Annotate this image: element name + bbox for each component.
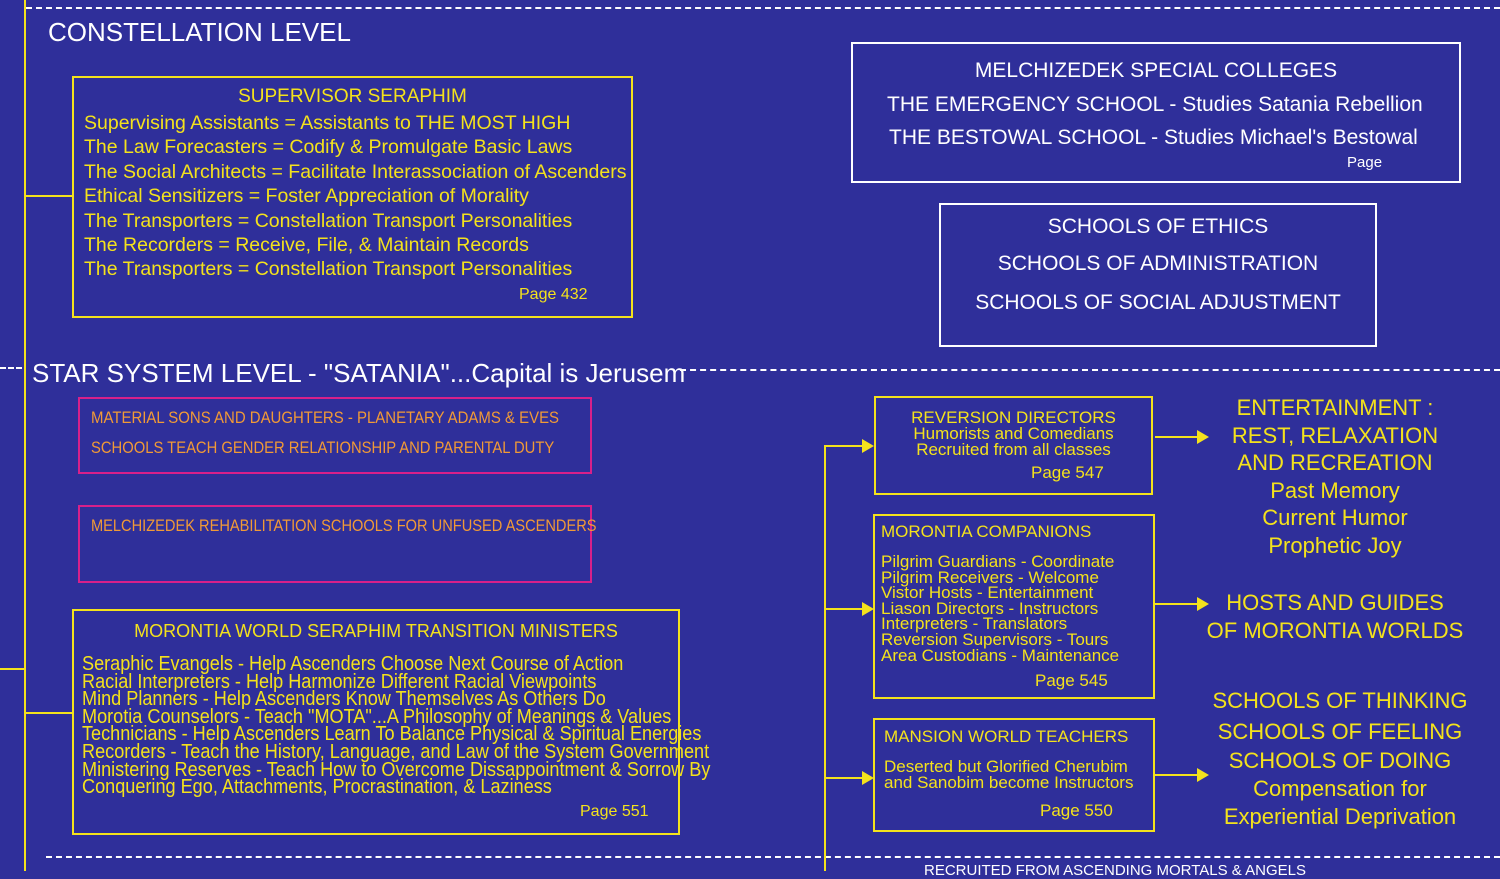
recruited-cut-text: RECRUITED FROM ASCENDING MORTALS & ANGELS	[924, 862, 1307, 879]
right-branch-trunk	[824, 445, 826, 871]
supervisor-line: The Law Forecasters = Codify & Promulgate Basic Laws	[84, 136, 573, 159]
hosts-line: OF MORONTIA WORLDS	[1206, 617, 1464, 643]
supervisor-line: The Recorders = Receive, File, & Maintain Records	[84, 234, 529, 257]
middle-dashed-divider-right	[680, 369, 1500, 371]
morontia-seraphim-list	[82, 653, 711, 799]
supervisor-page-ref: Page 432	[519, 286, 588, 303]
companions-line: Vistor Hosts - Entertainment	[881, 583, 1094, 603]
companions-line: Area Custodians - Maintenance	[881, 645, 1120, 665]
entertainment-line: Current Humor	[1262, 505, 1408, 530]
morontia-seraphim-line: Recorders - Teach the History, Language, and Law of the System Government	[82, 740, 710, 763]
morontia-seraphim-line: Seraphic Evangels - Help Ascenders Choose Next Course of Action	[82, 653, 624, 675]
thinking-line: SCHOOLS OF FEELING	[1217, 718, 1463, 744]
arrow-to-companions	[826, 608, 872, 610]
morontia-seraphim-line: Technicians - Help Ascenders Learn To Balance Physical & Spiritual Energies	[82, 723, 702, 746]
melchizedek-colleges-box	[851, 42, 1461, 183]
colleges-title: MELCHIZEDEK SPECIAL COLLEGES	[974, 59, 1338, 82]
supervisor-line: Ethical Sensitizers = Foster Appreciation of Morality	[84, 185, 529, 208]
mansion-line: Deserted but Glorified Cherubim	[884, 757, 1128, 776]
companions-line: Pilgrim Guardians - Coordinate	[881, 552, 1115, 571]
entertainment-line: ENTERTAINMENT :	[1236, 395, 1434, 420]
left-edge-connector	[0, 668, 24, 670]
morontia-seraphim-line: Conquering Ego, Attachments, Procrastination, & Laziness	[82, 776, 552, 799]
thinking-line: Compensation for	[1253, 776, 1427, 801]
morontia-companions-box	[873, 514, 1155, 699]
entertainment-line: REST, RELAXATION	[1231, 422, 1439, 448]
colleges-line: THE BESTOWAL SCHOOL - Studies Michael's Bestowal	[889, 126, 1418, 149]
morontia-seraphim-box	[72, 609, 711, 835]
entertainment-line: Prophetic Joy	[1268, 532, 1402, 558]
entertainment-line: Past Memory	[1270, 477, 1400, 503]
companions-list	[881, 554, 1119, 663]
mansion-teachers-box	[873, 718, 1155, 832]
entertainment-group	[1200, 394, 1470, 559]
companions-title: MORONTIA COMPANIONS	[881, 522, 1092, 541]
supervisor-line: The Transporters = Constellation Transport Personalities	[84, 258, 573, 281]
companions-page-ref: Page 545	[1035, 671, 1108, 690]
schools-line: SCHOOLS OF ETHICS	[1047, 215, 1269, 238]
mansion-list	[884, 759, 1133, 791]
morontia-seraphim-line: Morotia Counselors - Teach "MOTA"...A Philosophy of Meanings & Values	[82, 705, 672, 728]
reversion-directors-box	[874, 396, 1153, 495]
arrow-to-reversion	[826, 445, 872, 447]
supervisor-seraphim-list	[84, 111, 626, 282]
morontia-seraphim-line: Racial Interpreters - Help Harmonize Different Racial Viewpoints	[82, 670, 597, 693]
supervisor-line: Supervising Assistants = Assistants to THE MOST HIGH	[84, 112, 571, 134]
thinking-line: Experiential Deprivation	[1223, 804, 1457, 829]
supervisor-line: The Social Architects = Facilitate Interassociation of Ascenders	[84, 160, 627, 183]
entertainment-line: AND RECREATION	[1237, 450, 1433, 475]
companions-line: Reversion Supervisors - Tours	[881, 629, 1109, 649]
thinking-group	[1200, 686, 1480, 831]
mansion-title: MANSION WORLD TEACHERS	[884, 727, 1129, 746]
reversion-list	[876, 410, 1151, 458]
colleges-line: THE EMERGENCY SCHOOL - Studies Satania Rebellion	[887, 93, 1423, 116]
companions-line: Interpreters - Translators	[881, 614, 1068, 634]
reversion-line: Humorists and Comedians	[913, 424, 1114, 443]
rehabilitation-box	[78, 505, 597, 583]
star-system-heading: STAR SYSTEM LEVEL - "SATANIA"...Capital is Jerusem	[32, 358, 686, 388]
schools-line: SCHOOLS OF SOCIAL ADJUSTMENT	[975, 291, 1341, 314]
bottom-dashed-divider	[46, 856, 1500, 858]
middle-dashed-divider-left	[0, 367, 22, 369]
morontia-seraphim-connector	[24, 712, 72, 714]
morontia-seraphim-line: Ministering Reserves - Teach How to Overcome Dissappointment & Sorrow By	[82, 758, 711, 781]
mansion-line: and Sanobim become Instructors	[884, 773, 1134, 792]
schools-line: SCHOOLS OF ADMINISTRATION	[997, 252, 1319, 275]
schools-ethics-box	[939, 203, 1377, 347]
reversion-page-ref: Page 547	[1031, 463, 1104, 482]
supervisor-line: The Transporters = Constellation Transport Personalities	[84, 209, 573, 232]
morontia-seraphim-page-ref: Page 551	[580, 803, 649, 820]
arrow-to-mansion	[826, 777, 872, 779]
reversion-line: Recruited from all classes	[916, 440, 1111, 459]
reversion-title: REVERSION DIRECTORS	[911, 408, 1116, 427]
morontia-seraphim-title: MORONTIA WORLD SERAPHIM TRANSITION MINISTERS	[134, 621, 618, 641]
hosts-group	[1200, 589, 1470, 644]
thinking-line: SCHOOLS OF THINKING	[1212, 688, 1468, 713]
left-trunk-line	[24, 0, 26, 871]
mansion-page-ref: Page 550	[1040, 801, 1113, 820]
material-sons-line: SCHOOLS TEACH GENDER RELATIONSHIP AND PARENTAL DUTY	[91, 438, 555, 457]
thinking-line: SCHOOLS OF DOING	[1228, 748, 1452, 773]
constellation-heading: CONSTELLATION LEVEL	[48, 17, 351, 47]
companions-line: Liason Directors - Instructors	[881, 598, 1099, 618]
supervisor-seraphim-title: SUPERVISOR SERAPHIM	[238, 86, 467, 107]
supervisor-seraphim-box	[72, 76, 633, 318]
supervisor-connector	[24, 195, 72, 197]
morontia-seraphim-line: Mind Planners - Help Ascenders Know Themselves As Others Do	[82, 688, 606, 711]
companions-line: Pilgrim Receivers - Welcome	[881, 567, 1099, 587]
colleges-page-ref: Page	[1347, 154, 1383, 171]
material-sons-line: MATERIAL SONS AND DAUGHTERS - PLANETARY ADAMS & EVES	[91, 408, 560, 427]
rehabilitation-line: MELCHIZEDEK REHABILITATION SCHOOLS FOR UNFUSED ASCENDERS	[91, 516, 597, 535]
top-dashed-divider	[26, 7, 1500, 9]
material-sons-box	[78, 397, 592, 474]
hosts-line: HOSTS AND GUIDES	[1226, 590, 1444, 615]
